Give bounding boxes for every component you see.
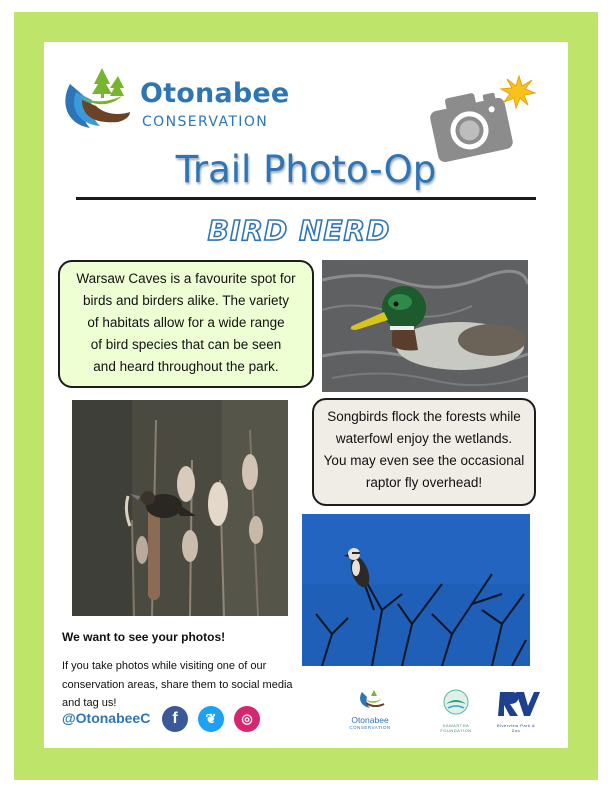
habitat-line: raptor fly overhead! <box>365 475 483 490</box>
page-title: Trail Photo-Op <box>175 148 437 191</box>
flash-burst-icon <box>501 76 535 108</box>
instagram-icon[interactable]: ◎ <box>234 706 260 732</box>
otonabee-mini-icon <box>344 688 396 710</box>
intro-line: birds and birders alike. The variety <box>82 293 290 308</box>
partner-otonabee-logo <box>344 688 396 730</box>
cta-body <box>62 657 314 713</box>
poster <box>44 42 568 748</box>
habitat-line: Songbirds flock the forests while <box>327 409 521 424</box>
intro-line: of bird species that can be seen <box>90 337 282 352</box>
intro-line: and heard throughout the park. <box>93 359 279 374</box>
facebook-icon[interactable]: f <box>162 706 188 732</box>
cta-line: If you take photos while visiting one of our <box>62 660 267 672</box>
partner-kawartha-logo <box>424 688 488 733</box>
partner-kawartha-sub: FOUNDATION <box>440 728 472 733</box>
blackbird-cattail-photo <box>72 400 288 616</box>
habitat-line: You may even see the occasional <box>323 453 525 468</box>
social-handle[interactable]: @OtonabeeC <box>62 710 151 726</box>
habitat-line: waterfowl enjoy the wetlands. <box>335 431 513 446</box>
partner-otonabee-sub: CONSERVATION <box>349 725 391 730</box>
riverview-mini-icon <box>492 688 540 718</box>
intro-line: Warsaw Caves is a favourite spot for <box>76 271 296 286</box>
cta-line: conservation areas, share them to social media <box>62 678 293 691</box>
partner-kawartha-name: KAWARTHA <box>442 723 470 728</box>
otonabee-logo-icon <box>60 62 132 134</box>
osprey-photo <box>302 514 530 666</box>
partner-otonabee-name: Otonabee <box>351 715 389 725</box>
intro-line: of habitats allow for a wide range <box>87 315 285 330</box>
banner-text: BIRD NERD <box>207 214 391 247</box>
mallard-duck-photo <box>322 260 528 392</box>
cta-heading: We want to see your photos! <box>62 630 226 644</box>
cta-line: and tag us! <box>62 697 117 709</box>
partner-riverview-logo <box>492 688 540 733</box>
title-divider <box>76 197 536 200</box>
bird-nerd-banner <box>184 210 414 250</box>
brand-name: Otonabee <box>140 78 290 109</box>
partner-riverview-name: Riverview Park & Zoo <box>496 723 536 733</box>
brand-subtitle: CONSERVATION <box>142 114 269 130</box>
habitat-callout <box>312 398 536 506</box>
kawartha-mini-icon <box>424 688 488 718</box>
intro-callout <box>58 260 314 388</box>
twitter-icon[interactable]: ❦ <box>198 706 224 732</box>
